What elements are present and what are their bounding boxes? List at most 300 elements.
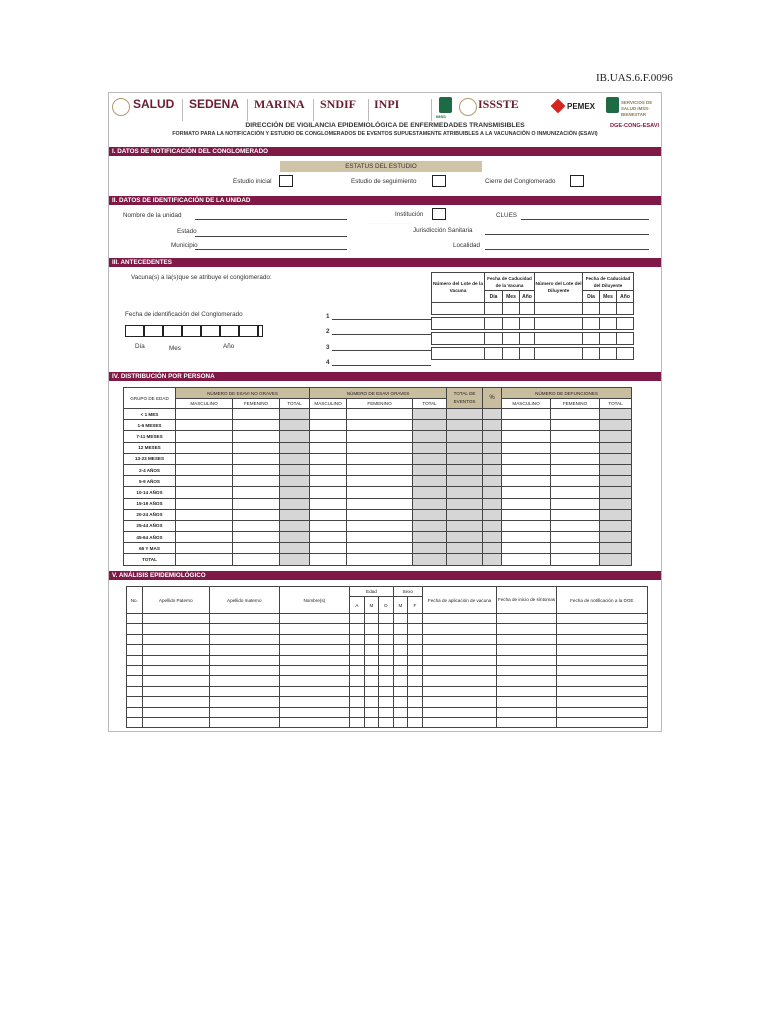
distribution-cell[interactable] [483, 532, 502, 543]
distribution-cell[interactable] [310, 509, 347, 520]
distribution-cell[interactable] [600, 543, 632, 554]
distribution-cell[interactable] [347, 554, 413, 565]
distribution-cell[interactable] [310, 476, 347, 487]
distribution-cell[interactable] [447, 464, 483, 475]
date-year-4[interactable] [258, 325, 263, 337]
analysis-cell[interactable] [379, 686, 394, 696]
lot-cell[interactable] [600, 348, 617, 360]
distribution-cell[interactable] [280, 476, 310, 487]
distribution-cell[interactable] [233, 532, 280, 543]
distribution-cell[interactable] [413, 409, 447, 420]
analysis-cell[interactable] [408, 665, 423, 675]
distribution-cell[interactable] [447, 520, 483, 531]
distribution-cell[interactable] [310, 520, 347, 531]
vaccine-2-field[interactable] [332, 334, 431, 335]
analysis-cell[interactable] [379, 676, 394, 686]
lot-cell[interactable] [432, 348, 485, 360]
distribution-cell[interactable] [347, 543, 413, 554]
analysis-cell[interactable] [142, 614, 209, 624]
analysis-cell[interactable] [210, 717, 280, 727]
distribution-cell[interactable] [347, 520, 413, 531]
vaccine-1-field[interactable] [332, 319, 431, 320]
unit-name-field[interactable] [195, 219, 347, 220]
lot-cell[interactable] [485, 348, 503, 360]
distribution-cell[interactable] [600, 487, 632, 498]
analysis-cell[interactable] [210, 665, 280, 675]
clues-field[interactable] [521, 219, 649, 220]
analysis-cell[interactable] [350, 697, 365, 707]
distribution-cell[interactable] [483, 509, 502, 520]
analysis-cell[interactable] [379, 614, 394, 624]
lot-cell[interactable] [503, 333, 520, 345]
analysis-cell[interactable] [422, 676, 497, 686]
analysis-cell[interactable] [142, 697, 209, 707]
vaccine-4-field[interactable] [332, 365, 431, 366]
analysis-cell[interactable] [364, 717, 379, 727]
distribution-cell[interactable] [502, 464, 551, 475]
analysis-cell[interactable] [142, 707, 209, 717]
distribution-cell[interactable] [347, 431, 413, 442]
distribution-cell[interactable] [551, 554, 600, 565]
analysis-cell[interactable] [393, 634, 408, 644]
distribution-cell[interactable] [413, 420, 447, 431]
analysis-cell[interactable] [408, 645, 423, 655]
distribution-cell[interactable] [280, 464, 310, 475]
distribution-cell[interactable] [551, 442, 600, 453]
distribution-cell[interactable] [502, 420, 551, 431]
distribution-cell[interactable] [483, 554, 502, 565]
analysis-cell[interactable] [210, 676, 280, 686]
analysis-cell[interactable] [142, 665, 209, 675]
distribution-cell[interactable] [502, 409, 551, 420]
distribution-cell[interactable] [502, 442, 551, 453]
analysis-cell[interactable] [364, 645, 379, 655]
analysis-cell[interactable] [364, 697, 379, 707]
analysis-cell[interactable] [210, 655, 280, 665]
lot-cell[interactable] [432, 318, 485, 330]
distribution-cell[interactable] [447, 476, 483, 487]
analysis-cell[interactable] [127, 717, 143, 727]
distribution-cell[interactable] [233, 543, 280, 554]
analysis-cell[interactable] [408, 717, 423, 727]
distribution-cell[interactable] [310, 464, 347, 475]
analysis-cell[interactable] [408, 676, 423, 686]
distribution-cell[interactable] [413, 453, 447, 464]
analysis-cell[interactable] [497, 624, 556, 634]
analysis-cell[interactable] [279, 665, 350, 675]
lot-cell[interactable] [583, 318, 600, 330]
analysis-cell[interactable] [210, 686, 280, 696]
analysis-cell[interactable] [556, 676, 647, 686]
distribution-cell[interactable] [233, 498, 280, 509]
analysis-cell[interactable] [422, 717, 497, 727]
distribution-cell[interactable] [483, 409, 502, 420]
distribution-cell[interactable] [600, 420, 632, 431]
lot-cell[interactable] [485, 333, 503, 345]
analysis-cell[interactable] [556, 717, 647, 727]
distribution-cell[interactable] [447, 543, 483, 554]
analysis-cell[interactable] [279, 624, 350, 634]
distribution-cell[interactable] [310, 453, 347, 464]
lot-cell[interactable] [583, 348, 600, 360]
distribution-cell[interactable] [310, 420, 347, 431]
lot-cell[interactable] [432, 303, 485, 315]
distribution-cell[interactable] [600, 409, 632, 420]
analysis-cell[interactable] [364, 686, 379, 696]
distribution-cell[interactable] [347, 509, 413, 520]
analysis-cell[interactable] [393, 614, 408, 624]
lot-cell[interactable] [535, 303, 583, 315]
analysis-cell[interactable] [497, 645, 556, 655]
lot-cell[interactable] [520, 318, 535, 330]
distribution-cell[interactable] [233, 420, 280, 431]
distribution-cell[interactable] [551, 532, 600, 543]
analysis-cell[interactable] [497, 697, 556, 707]
analysis-cell[interactable] [279, 614, 350, 624]
distribution-cell[interactable] [600, 453, 632, 464]
distribution-cell[interactable] [233, 520, 280, 531]
distribution-cell[interactable] [502, 431, 551, 442]
distribution-cell[interactable] [483, 498, 502, 509]
analysis-cell[interactable] [127, 665, 143, 675]
analysis-cell[interactable] [556, 686, 647, 696]
analysis-cell[interactable] [556, 655, 647, 665]
lot-cell[interactable] [432, 333, 485, 345]
distribution-cell[interactable] [310, 498, 347, 509]
lot-cell[interactable] [520, 333, 535, 345]
analysis-cell[interactable] [350, 676, 365, 686]
distribution-cell[interactable] [483, 476, 502, 487]
distribution-cell[interactable] [502, 487, 551, 498]
analysis-cell[interactable] [556, 665, 647, 675]
analysis-cell[interactable] [210, 634, 280, 644]
analysis-cell[interactable] [364, 655, 379, 665]
lot-cell[interactable] [520, 348, 535, 360]
analysis-cell[interactable] [350, 645, 365, 655]
distribution-cell[interactable] [502, 498, 551, 509]
analysis-cell[interactable] [393, 686, 408, 696]
analysis-cell[interactable] [408, 686, 423, 696]
distribution-cell[interactable] [413, 554, 447, 565]
analysis-cell[interactable] [279, 634, 350, 644]
analysis-cell[interactable] [127, 614, 143, 624]
analysis-cell[interactable] [350, 707, 365, 717]
distribution-cell[interactable] [502, 509, 551, 520]
distribution-cell[interactable] [600, 464, 632, 475]
analysis-cell[interactable] [350, 624, 365, 634]
analysis-cell[interactable] [556, 614, 647, 624]
analysis-cell[interactable] [210, 624, 280, 634]
distribution-cell[interactable] [233, 476, 280, 487]
distribution-cell[interactable] [280, 520, 310, 531]
distribution-cell[interactable] [280, 487, 310, 498]
analysis-cell[interactable] [408, 707, 423, 717]
distribution-cell[interactable] [600, 442, 632, 453]
distribution-cell[interactable] [502, 543, 551, 554]
analysis-cell[interactable] [408, 614, 423, 624]
lot-cell[interactable] [485, 318, 503, 330]
distribution-cell[interactable] [176, 409, 233, 420]
analysis-cell[interactable] [379, 717, 394, 727]
analysis-cell[interactable] [422, 634, 497, 644]
lot-cell[interactable] [503, 318, 520, 330]
distribution-cell[interactable] [447, 509, 483, 520]
lot-cell[interactable] [617, 348, 634, 360]
analysis-cell[interactable] [127, 707, 143, 717]
distribution-cell[interactable] [413, 509, 447, 520]
analysis-cell[interactable] [127, 697, 143, 707]
distribution-cell[interactable] [551, 520, 600, 531]
analysis-cell[interactable] [127, 634, 143, 644]
analysis-cell[interactable] [422, 655, 497, 665]
municipality-field[interactable] [195, 249, 347, 250]
state-field[interactable] [195, 236, 347, 237]
initial-study-checkbox[interactable] [279, 175, 293, 187]
date-year-1[interactable] [201, 325, 220, 337]
distribution-cell[interactable] [233, 442, 280, 453]
distribution-cell[interactable] [551, 464, 600, 475]
analysis-cell[interactable] [408, 634, 423, 644]
distribution-cell[interactable] [280, 409, 310, 420]
distribution-cell[interactable] [447, 532, 483, 543]
analysis-cell[interactable] [393, 717, 408, 727]
distribution-cell[interactable] [551, 487, 600, 498]
analysis-cell[interactable] [379, 634, 394, 644]
distribution-cell[interactable] [176, 487, 233, 498]
distribution-cell[interactable] [447, 409, 483, 420]
analysis-cell[interactable] [556, 707, 647, 717]
analysis-cell[interactable] [422, 686, 497, 696]
distribution-cell[interactable] [280, 442, 310, 453]
analysis-cell[interactable] [379, 665, 394, 675]
analysis-cell[interactable] [393, 624, 408, 634]
distribution-cell[interactable] [551, 498, 600, 509]
distribution-cell[interactable] [413, 431, 447, 442]
distribution-cell[interactable] [280, 420, 310, 431]
analysis-cell[interactable] [393, 697, 408, 707]
distribution-cell[interactable] [413, 543, 447, 554]
analysis-cell[interactable] [497, 686, 556, 696]
distribution-cell[interactable] [502, 476, 551, 487]
distribution-cell[interactable] [233, 464, 280, 475]
distribution-cell[interactable] [176, 554, 233, 565]
analysis-cell[interactable] [497, 634, 556, 644]
date-year-2[interactable] [220, 325, 239, 337]
distribution-cell[interactable] [347, 498, 413, 509]
distribution-cell[interactable] [600, 509, 632, 520]
distribution-cell[interactable] [483, 420, 502, 431]
distribution-cell[interactable] [600, 476, 632, 487]
distribution-cell[interactable] [233, 487, 280, 498]
distribution-cell[interactable] [176, 520, 233, 531]
distribution-cell[interactable] [413, 520, 447, 531]
distribution-cell[interactable] [413, 487, 447, 498]
analysis-cell[interactable] [127, 645, 143, 655]
analysis-cell[interactable] [142, 686, 209, 696]
distribution-cell[interactable] [310, 409, 347, 420]
date-month-1[interactable] [163, 325, 182, 337]
distribution-cell[interactable] [280, 509, 310, 520]
lot-cell[interactable] [535, 318, 583, 330]
distribution-cell[interactable] [483, 431, 502, 442]
analysis-cell[interactable] [127, 655, 143, 665]
distribution-cell[interactable] [347, 487, 413, 498]
distribution-cell[interactable] [551, 409, 600, 420]
lot-cell[interactable] [503, 303, 520, 315]
date-year-3[interactable] [239, 325, 258, 337]
distribution-cell[interactable] [280, 532, 310, 543]
lot-cell[interactable] [617, 303, 634, 315]
distribution-cell[interactable] [502, 532, 551, 543]
analysis-cell[interactable] [393, 676, 408, 686]
distribution-cell[interactable] [310, 543, 347, 554]
distribution-cell[interactable] [233, 453, 280, 464]
lot-cell[interactable] [600, 303, 617, 315]
analysis-cell[interactable] [422, 624, 497, 634]
analysis-cell[interactable] [142, 645, 209, 655]
distribution-cell[interactable] [176, 442, 233, 453]
analysis-cell[interactable] [408, 624, 423, 634]
distribution-cell[interactable] [310, 532, 347, 543]
analysis-cell[interactable] [210, 645, 280, 655]
distribution-cell[interactable] [347, 409, 413, 420]
distribution-cell[interactable] [280, 543, 310, 554]
distribution-cell[interactable] [413, 498, 447, 509]
analysis-cell[interactable] [364, 614, 379, 624]
analysis-cell[interactable] [279, 717, 350, 727]
distribution-cell[interactable] [176, 476, 233, 487]
analysis-cell[interactable] [210, 707, 280, 717]
analysis-cell[interactable] [556, 634, 647, 644]
analysis-cell[interactable] [422, 665, 497, 675]
distribution-cell[interactable] [176, 498, 233, 509]
analysis-cell[interactable] [497, 655, 556, 665]
distribution-cell[interactable] [447, 554, 483, 565]
distribution-cell[interactable] [447, 487, 483, 498]
lot-cell[interactable] [503, 348, 520, 360]
lot-cell[interactable] [583, 303, 600, 315]
distribution-cell[interactable] [233, 431, 280, 442]
distribution-cell[interactable] [280, 431, 310, 442]
analysis-cell[interactable] [142, 676, 209, 686]
distribution-cell[interactable] [600, 498, 632, 509]
distribution-cell[interactable] [502, 453, 551, 464]
distribution-cell[interactable] [502, 520, 551, 531]
lot-cell[interactable] [535, 348, 583, 360]
analysis-cell[interactable] [279, 707, 350, 717]
distribution-cell[interactable] [347, 420, 413, 431]
analysis-cell[interactable] [279, 655, 350, 665]
lot-cell[interactable] [485, 303, 503, 315]
distribution-cell[interactable] [176, 431, 233, 442]
analysis-cell[interactable] [408, 655, 423, 665]
distribution-cell[interactable] [310, 442, 347, 453]
analysis-cell[interactable] [142, 655, 209, 665]
distribution-cell[interactable] [551, 431, 600, 442]
distribution-cell[interactable] [447, 453, 483, 464]
distribution-cell[interactable] [176, 453, 233, 464]
analysis-cell[interactable] [127, 676, 143, 686]
distribution-cell[interactable] [551, 476, 600, 487]
distribution-cell[interactable] [413, 464, 447, 475]
analysis-cell[interactable] [142, 717, 209, 727]
distribution-cell[interactable] [176, 543, 233, 554]
distribution-cell[interactable] [413, 476, 447, 487]
analysis-cell[interactable] [379, 655, 394, 665]
analysis-cell[interactable] [379, 624, 394, 634]
analysis-cell[interactable] [210, 697, 280, 707]
analysis-cell[interactable] [127, 624, 143, 634]
analysis-cell[interactable] [422, 697, 497, 707]
analysis-cell[interactable] [422, 614, 497, 624]
analysis-cell[interactable] [393, 655, 408, 665]
distribution-cell[interactable] [447, 431, 483, 442]
analysis-cell[interactable] [364, 624, 379, 634]
analysis-cell[interactable] [422, 645, 497, 655]
analysis-cell[interactable] [210, 614, 280, 624]
analysis-cell[interactable] [364, 634, 379, 644]
analysis-cell[interactable] [142, 624, 209, 634]
analysis-cell[interactable] [142, 634, 209, 644]
lot-cell[interactable] [520, 303, 535, 315]
date-month-2[interactable] [182, 325, 201, 337]
distribution-cell[interactable] [280, 453, 310, 464]
analysis-cell[interactable] [350, 655, 365, 665]
distribution-cell[interactable] [347, 442, 413, 453]
distribution-cell[interactable] [347, 532, 413, 543]
distribution-cell[interactable] [551, 543, 600, 554]
analysis-cell[interactable] [497, 676, 556, 686]
analysis-cell[interactable] [379, 697, 394, 707]
lot-cell[interactable] [600, 333, 617, 345]
analysis-cell[interactable] [556, 697, 647, 707]
vaccine-3-field[interactable] [332, 350, 431, 351]
analysis-cell[interactable] [364, 665, 379, 675]
analysis-cell[interactable] [379, 707, 394, 717]
distribution-cell[interactable] [551, 420, 600, 431]
analysis-cell[interactable] [279, 697, 350, 707]
analysis-cell[interactable] [393, 645, 408, 655]
distribution-cell[interactable] [413, 442, 447, 453]
distribution-cell[interactable] [310, 554, 347, 565]
distribution-cell[interactable] [310, 487, 347, 498]
distribution-cell[interactable] [483, 487, 502, 498]
analysis-cell[interactable] [379, 645, 394, 655]
analysis-cell[interactable] [422, 707, 497, 717]
distribution-cell[interactable] [233, 409, 280, 420]
analysis-cell[interactable] [497, 707, 556, 717]
lot-cell[interactable] [617, 333, 634, 345]
lot-cell[interactable] [583, 333, 600, 345]
date-day-1[interactable] [125, 325, 144, 337]
distribution-cell[interactable] [600, 554, 632, 565]
distribution-cell[interactable] [347, 464, 413, 475]
distribution-cell[interactable] [310, 431, 347, 442]
distribution-cell[interactable] [176, 464, 233, 475]
distribution-cell[interactable] [447, 498, 483, 509]
analysis-cell[interactable] [393, 665, 408, 675]
analysis-cell[interactable] [408, 697, 423, 707]
analysis-cell[interactable] [497, 717, 556, 727]
distribution-cell[interactable] [233, 509, 280, 520]
analysis-cell[interactable] [279, 686, 350, 696]
analysis-cell[interactable] [279, 645, 350, 655]
distribution-cell[interactable] [551, 509, 600, 520]
distribution-cell[interactable] [176, 509, 233, 520]
analysis-cell[interactable] [364, 676, 379, 686]
date-day-2[interactable] [144, 325, 163, 337]
distribution-cell[interactable] [483, 543, 502, 554]
